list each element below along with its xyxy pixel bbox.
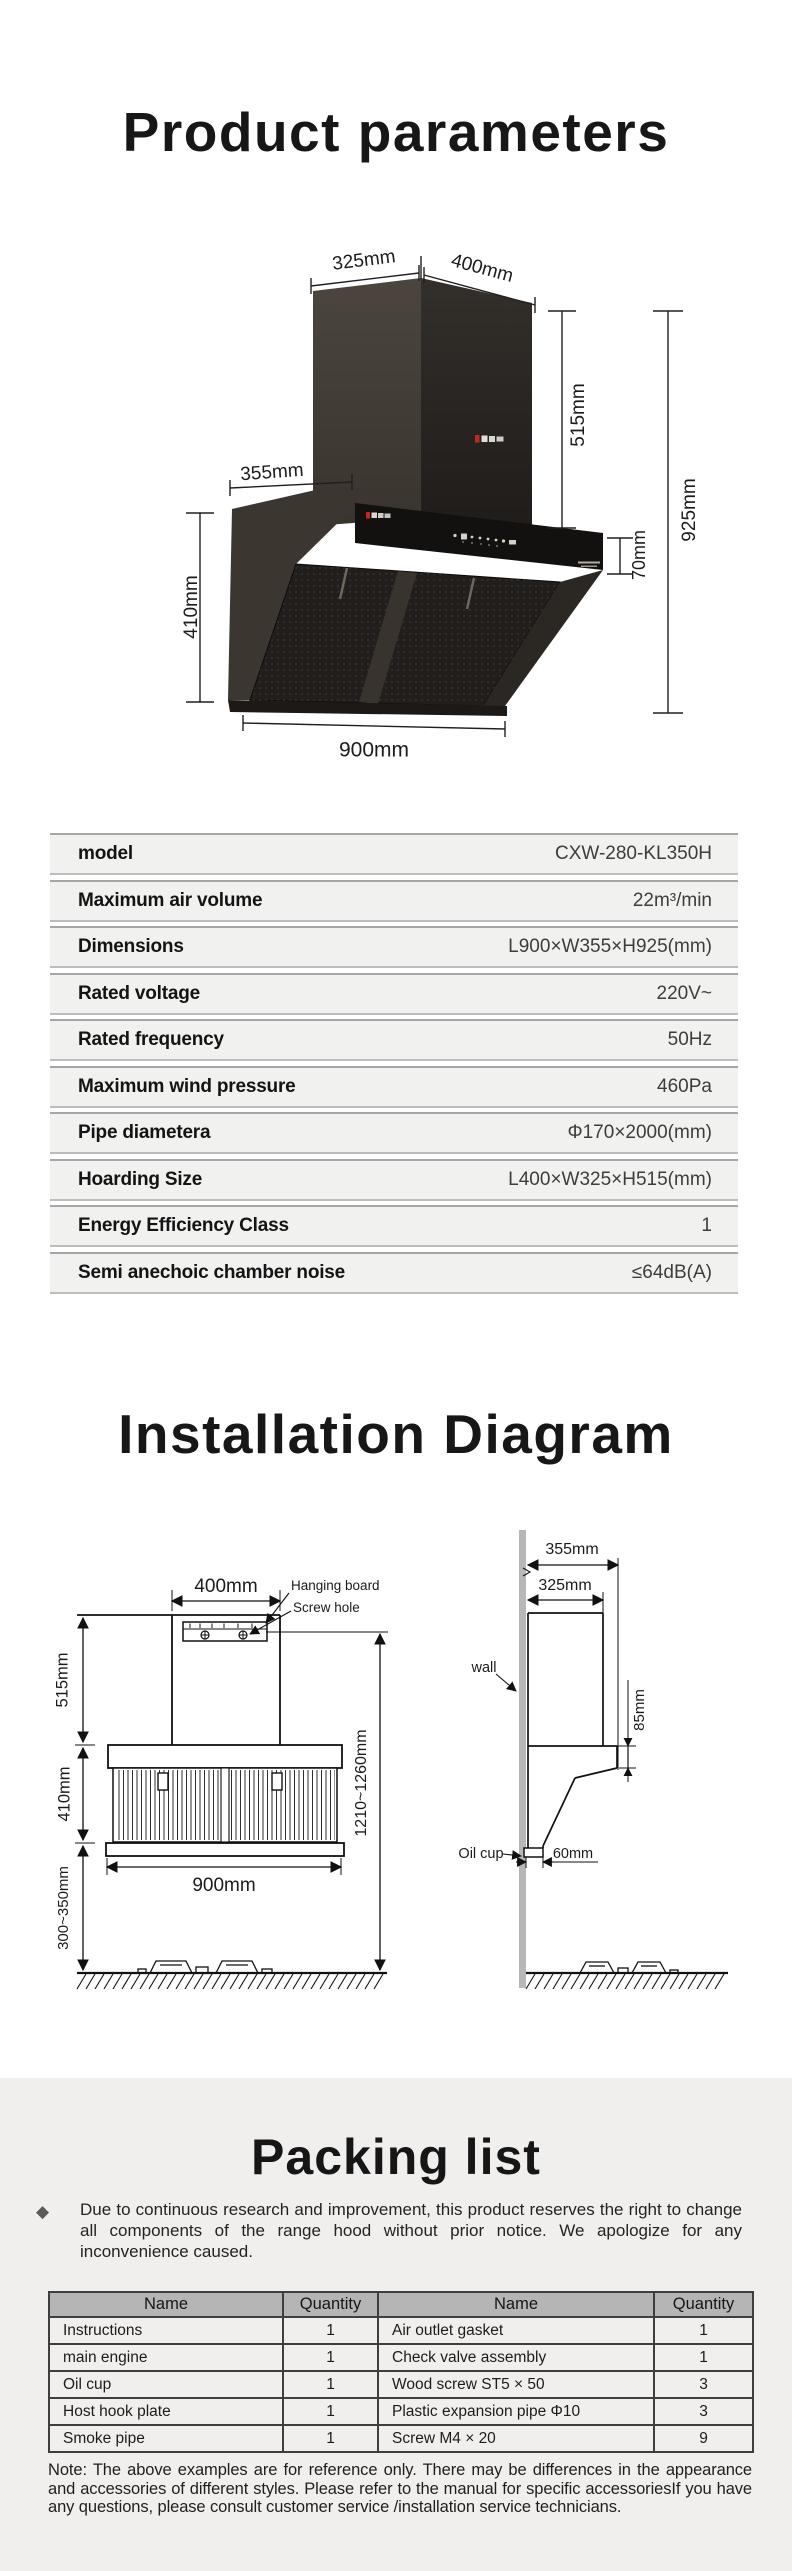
side-dim-85-label: 85mm bbox=[630, 1689, 648, 1731]
item-name: Wood screw ST5 × 50 bbox=[378, 2371, 654, 2398]
front-dim-900-label: 900mm bbox=[192, 1875, 256, 1897]
stove-silhouette bbox=[138, 1961, 272, 1973]
spec-label: Rated frequency bbox=[78, 1029, 224, 1050]
dim-355-label: 355mm bbox=[239, 459, 305, 486]
wall-label: wall bbox=[471, 1659, 497, 1676]
front-dim-410-label: 410mm bbox=[55, 1766, 74, 1822]
item-qty: 1 bbox=[283, 2317, 378, 2344]
page-title: Product parameters bbox=[122, 101, 670, 163]
item-qty: 1 bbox=[283, 2425, 378, 2452]
spec-row-frequency bbox=[50, 1019, 738, 1061]
spec-value: 1 bbox=[701, 1215, 712, 1236]
floor-hatching bbox=[526, 1974, 724, 1989]
dim-900-label: 900mm bbox=[338, 738, 410, 762]
table-row bbox=[49, 2317, 753, 2344]
side-dim-60-label: 60mm bbox=[552, 1845, 594, 1862]
diamond-bullet-icon: ◆ bbox=[36, 2202, 50, 2221]
floor-hatching bbox=[77, 1974, 383, 1989]
item-name: Host hook plate bbox=[49, 2398, 283, 2425]
spec-value: 220V~ bbox=[656, 982, 712, 1004]
spec-label: Semi anechoic chamber noise bbox=[78, 1261, 346, 1283]
item-qty: 1 bbox=[283, 2398, 378, 2425]
packing-notice: Due to continuous research and improvement, this product reserves the right to change all components of the range hood without prior notice. We apologize for any inconvenience caused. bbox=[80, 2200, 742, 2261]
front-dim-clearance-label: 300~350mm bbox=[54, 1866, 72, 1950]
wall bbox=[519, 1530, 526, 1988]
table-row bbox=[49, 2344, 753, 2371]
spec-row-dimensions bbox=[50, 926, 738, 968]
spec-value: Φ170×2000(mm) bbox=[567, 1122, 712, 1143]
spec-value: L400×W325×H515(mm) bbox=[508, 1168, 712, 1190]
table-row bbox=[49, 2371, 753, 2398]
dim-400-label: 400mm bbox=[448, 250, 516, 287]
door-handle bbox=[272, 1773, 282, 1790]
header-name-2: Name bbox=[378, 2292, 654, 2317]
spec-label: Rated voltage bbox=[78, 982, 200, 1004]
spec-value: ≤64dB(A) bbox=[631, 1261, 712, 1283]
side-dim-355-label: 355mm bbox=[545, 1541, 599, 1559]
header-quantity-2: Quantity bbox=[654, 2292, 753, 2317]
spec-label: model bbox=[78, 843, 133, 864]
item-name: Air outlet gasket bbox=[378, 2317, 654, 2344]
front-dim-515-label: 515mm bbox=[53, 1652, 72, 1708]
front-dim-install-height-label: 1210~1260mm bbox=[353, 1729, 371, 1837]
dim-410-label: 410mm bbox=[181, 575, 203, 639]
spec-row-model bbox=[50, 833, 738, 875]
dim-325-label: 325mm bbox=[331, 246, 397, 275]
installation-title: Installation Diagram bbox=[118, 1403, 674, 1465]
product-dimension-figure bbox=[0, 230, 792, 790]
spec-label: Maximum wind pressure bbox=[78, 1075, 296, 1097]
oil-cup-label: Oil cup bbox=[458, 1845, 504, 1862]
spec-row-energy-class bbox=[50, 1205, 738, 1247]
spec-label: Energy Efficiency Class bbox=[78, 1215, 289, 1236]
item-qty: 3 bbox=[654, 2371, 753, 2398]
spec-label: Maximum air volume bbox=[78, 889, 263, 911]
spec-row-wind-pressure bbox=[50, 1066, 738, 1108]
spec-table bbox=[50, 833, 738, 1298]
item-qty: 1 bbox=[283, 2371, 378, 2398]
dim-70-label: 70mm bbox=[628, 529, 649, 581]
item-name: Plastic expansion pipe Φ10 bbox=[378, 2398, 654, 2425]
spec-row-voltage bbox=[50, 973, 738, 1015]
spec-label: Dimensions bbox=[78, 936, 184, 957]
front-dim-400-label: 400mm bbox=[194, 1576, 258, 1598]
header-name-1: Name bbox=[49, 2292, 283, 2317]
side-dim-325-label: 325mm bbox=[538, 1577, 592, 1595]
spec-row-air-volume bbox=[50, 880, 738, 922]
item-qty: 1 bbox=[283, 2344, 378, 2371]
spec-row-hoarding-size bbox=[50, 1159, 738, 1201]
item-name: Oil cup bbox=[49, 2371, 283, 2398]
stove-silhouette bbox=[580, 1962, 678, 1973]
chimney-right-face bbox=[421, 278, 532, 545]
item-name: main engine bbox=[49, 2344, 283, 2371]
packing-table bbox=[48, 2291, 754, 2453]
item-name: Smoke pipe bbox=[49, 2425, 283, 2452]
spec-value: 22m³/min bbox=[632, 889, 712, 911]
spec-value: 50Hz bbox=[667, 1029, 712, 1050]
header-quantity-1: Quantity bbox=[283, 2292, 378, 2317]
item-qty: 3 bbox=[654, 2398, 753, 2425]
spec-label: Pipe diametera bbox=[78, 1122, 211, 1143]
item-qty: 1 bbox=[654, 2344, 753, 2371]
table-row bbox=[49, 2425, 753, 2452]
door-handle bbox=[158, 1773, 168, 1790]
hood-side-profile bbox=[528, 1613, 617, 1848]
packing-title: Packing list bbox=[251, 2129, 541, 2185]
installation-front-view bbox=[0, 1530, 420, 2000]
spec-row-noise bbox=[50, 1252, 738, 1294]
item-name: Screw M4 × 20 bbox=[378, 2425, 654, 2452]
item-qty: 1 bbox=[654, 2317, 753, 2344]
item-qty: 9 bbox=[654, 2425, 753, 2452]
spec-value: 460Pa bbox=[657, 1075, 712, 1097]
dim-925-label: 925mm bbox=[679, 478, 701, 542]
screw-hole-label: Screw hole bbox=[293, 1600, 360, 1615]
spec-value: CXW-280-KL350H bbox=[554, 843, 712, 864]
installation-side-view bbox=[420, 1530, 792, 2000]
packing-header-row bbox=[49, 2292, 753, 2317]
item-name: Check valve assembly bbox=[378, 2344, 654, 2371]
packing-note: Note: The above examples are for reference only. There may be differences in the appearance and accessories of different styles. Please refer to the manual for specific accessoriesIf you have any questions, please consult customer service /installation service technicians. bbox=[48, 2461, 752, 2517]
spec-row-pipe-diameter bbox=[50, 1112, 738, 1154]
spec-value: L900×W355×H925(mm) bbox=[508, 936, 712, 957]
oil-cup bbox=[524, 1848, 543, 1857]
hanging-board-label: Hanging board bbox=[291, 1578, 380, 1593]
spec-label: Hoarding Size bbox=[78, 1168, 203, 1190]
packing-section bbox=[0, 2078, 792, 2571]
item-name: Instructions bbox=[49, 2317, 283, 2344]
dim-515-label: 515mm bbox=[568, 383, 590, 447]
table-row bbox=[49, 2398, 753, 2425]
